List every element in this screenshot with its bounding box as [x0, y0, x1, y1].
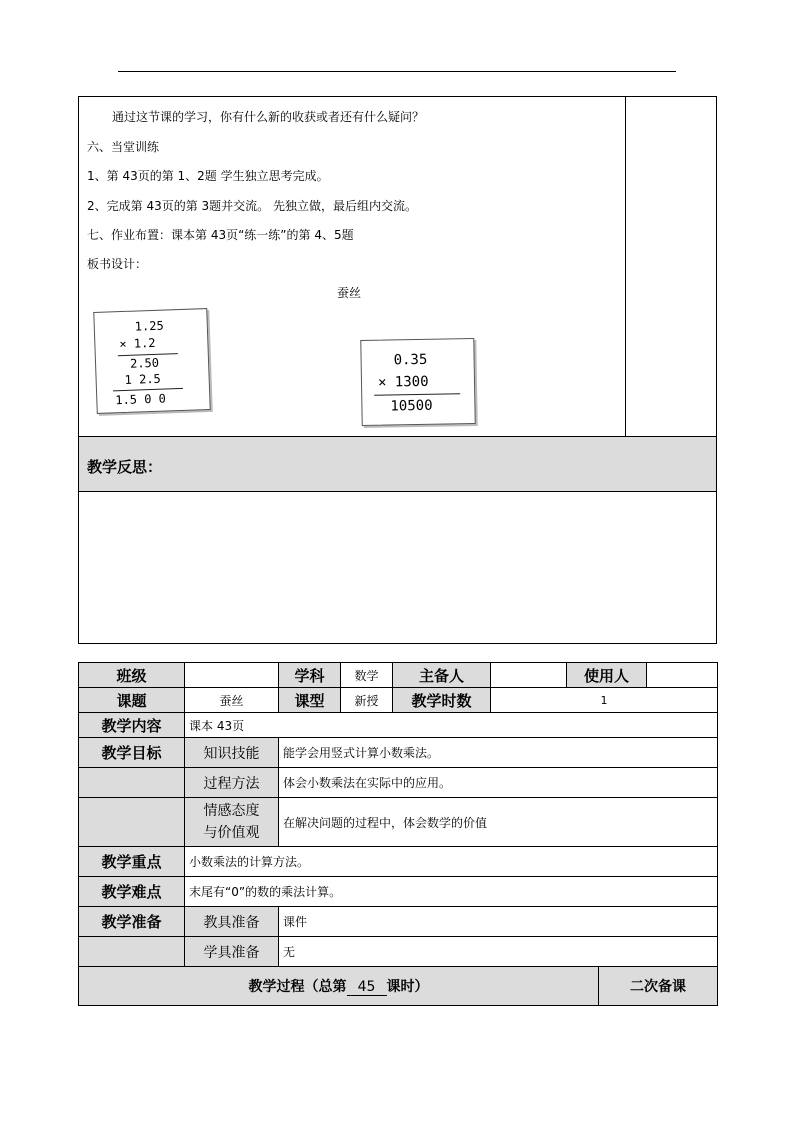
lesson-plan-table	[78, 662, 718, 1006]
class-label: 班级	[79, 663, 185, 688]
content-value: 课本 43页	[185, 713, 718, 738]
process-suffix: 课时）	[386, 979, 429, 995]
user-label: 使用人	[567, 663, 647, 688]
calc1-line3: 2.50	[129, 355, 160, 371]
subject-label: 学科	[279, 663, 341, 688]
type-label: 课型	[279, 688, 341, 713]
teacher-tools-label: 教具准备	[185, 907, 279, 937]
calc1-line4: 1 2.5	[124, 371, 161, 387]
key-points-value: 小数乘法的计算方法。	[185, 847, 718, 877]
student-tools-label: 学具准备	[185, 937, 279, 967]
process-method-value: 体会小数乘法在实际中的应用。	[279, 768, 718, 798]
content-label: 教学内容	[79, 713, 185, 738]
goals-blank	[79, 768, 185, 798]
attitude-values-label	[185, 798, 279, 847]
main-preparer-value	[491, 663, 567, 688]
main-preparer-label: 主备人	[393, 663, 491, 688]
attitude-label-line1: 情感态度	[203, 803, 260, 819]
teaching-reflection-label: 教学反思：	[87, 458, 163, 476]
board-title: 蚕丝	[337, 286, 362, 300]
row-divider	[79, 436, 716, 437]
homework-line: 七、作业布置：课本第 43页“练一练”的第 4、5题	[87, 228, 354, 242]
calc1-line2: × 1.2	[119, 335, 156, 352]
subject-value: 数学	[341, 663, 393, 688]
attitude-values-value: 在解决问题的过程中，体会数学的价值	[279, 798, 718, 847]
process-number: 45	[347, 979, 387, 996]
student-tools-value: 无	[279, 937, 718, 967]
process-method-label: 过程方法	[185, 768, 279, 798]
teaching-process-header	[79, 967, 599, 1006]
topic-value: 蚕丝	[185, 688, 279, 713]
lesson-continuation-table	[78, 96, 717, 644]
teacher-tools-value: 课件	[279, 907, 718, 937]
calc2-line1: 0.35	[393, 351, 428, 369]
attitude-label-line2: 与价值观	[203, 825, 260, 841]
user-value	[647, 663, 718, 688]
calc2-rule	[374, 393, 460, 396]
calc2-line3: 10500	[390, 397, 433, 415]
teaching-hours-value: 1	[491, 688, 718, 713]
handwritten-calculation-card-2	[360, 338, 475, 426]
board-design-label: 板书设计：	[87, 257, 148, 271]
reflection-question: 通过这节课的学习，你有什么新的收获或者还有什么疑问？	[112, 110, 425, 124]
calc1-line1: 1.25	[134, 318, 164, 334]
header-rule	[118, 71, 676, 72]
goals-blank	[79, 798, 185, 847]
type-value: 新授	[341, 688, 393, 713]
calc1-line5: 1.5 0 0	[115, 391, 167, 408]
teaching-hours-label: 教学时数	[393, 688, 491, 713]
preparation-blank	[79, 937, 185, 967]
class-value	[185, 663, 279, 688]
column-divider	[625, 97, 626, 436]
reflection-header-bg	[79, 437, 716, 491]
row-divider	[79, 491, 716, 492]
calc2-line2: × 1300	[377, 373, 429, 391]
practice-item-1: 1、第 43页的第 1、2题 学生独立思考完成。	[87, 169, 329, 183]
goals-label: 教学目标	[79, 738, 185, 768]
second-preparation-header: 二次备课	[599, 967, 718, 1006]
handwritten-calculation-card-1	[93, 308, 210, 414]
practice-item-2: 2、完成第 43页的第 3题并交流。 先独立做，最后组内交流。	[87, 199, 417, 213]
difficulties-label: 教学难点	[79, 877, 185, 907]
knowledge-skills-value: 能学会用竖式计算小数乘法。	[279, 738, 718, 768]
calc1-rule	[113, 388, 183, 391]
topic-label: 课题	[79, 688, 185, 713]
preparation-label: 教学准备	[79, 907, 185, 937]
key-points-label: 教学重点	[79, 847, 185, 877]
section-six-title: 六、当堂训练	[87, 140, 160, 154]
knowledge-skills-label: 知识技能	[185, 738, 279, 768]
process-prefix: 教学过程（总第	[248, 979, 347, 995]
difficulties-value: 末尾有“0”的数的乘法计算。	[185, 877, 718, 907]
